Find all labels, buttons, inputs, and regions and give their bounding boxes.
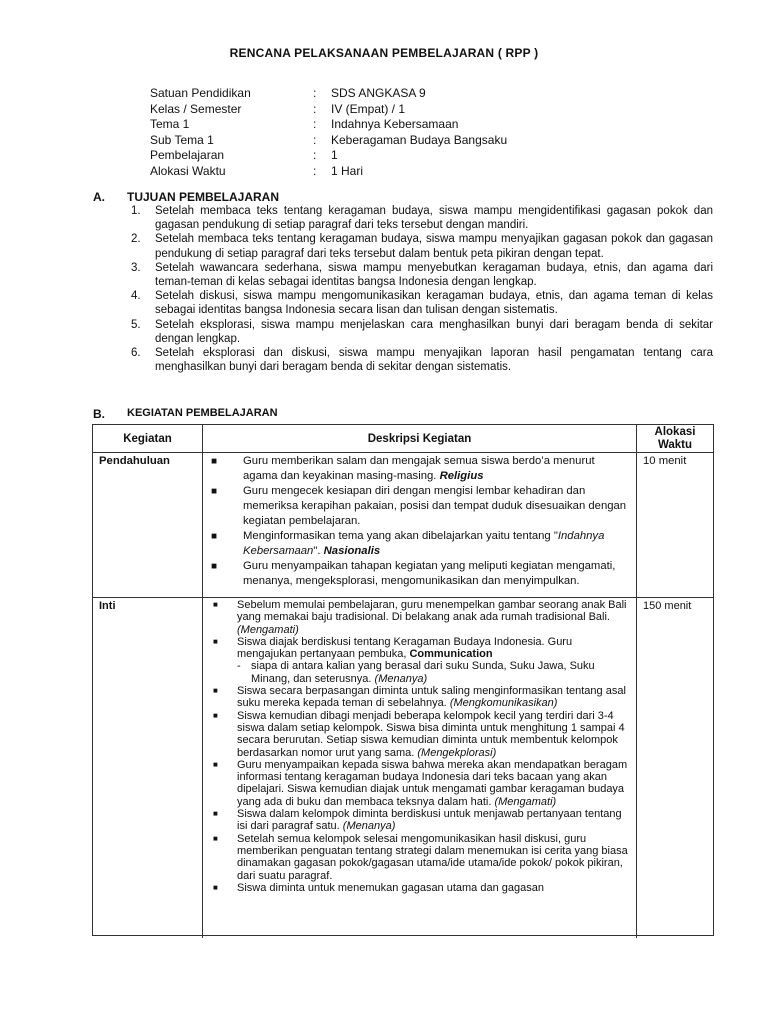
objective-text: Setelah diskusi, siswa mampu mengomunikasikan keragaman budaya, etnis, dan agama teman di kelas sebagai identitas bangsa Indonesia secara lisan dan tulisan dengan sistematis. xyxy=(155,290,713,317)
square-bullet-icon: ■ xyxy=(213,809,218,819)
list-item xyxy=(211,484,632,529)
sub-list-item xyxy=(211,660,632,685)
item-text: Siswa secara berpasangan diminta untuk saling menginformasikan tentang asal suku mereka kepada teman di sebelahnya. xyxy=(237,685,626,710)
identity-label: Satuan Pendidikan xyxy=(150,86,251,100)
identity-value: IV (Empat) / 1 xyxy=(331,101,406,116)
identity-colon: : xyxy=(313,101,317,116)
square-bullet-icon: ■ xyxy=(213,710,218,720)
item-text: Setelah semua kelompok selesai mengomunikasikan hasil diskusi, guru memberikan penguatan tentang strategi dalam menemukan isi cerita yang biasa dinamakan gagasan pokok/gagasan utama/ide utama/ide pokok/ pokok pikiran, dari suatu paragraf. xyxy=(237,832,628,882)
activity-tag: (Mengkomunikasikan) xyxy=(449,697,558,710)
identity-colon: : xyxy=(313,163,317,178)
identity-value: Keberagaman Budaya Bangsaku xyxy=(331,132,508,147)
objective-number: 1. xyxy=(131,205,141,217)
identity-value: 1 xyxy=(331,148,338,163)
objective-item xyxy=(131,289,713,317)
objective-text: Setelah wawancara sederhana, siswa mampu menyebutkan keragaman budaya, etnis, dan agama dari teman-teman di kelas sebagai identitas bangsa Indonesia dengan lengkap. xyxy=(155,261,713,289)
table-row-pendahuluan xyxy=(93,453,713,598)
activity-description xyxy=(203,598,637,938)
item-text: Guru mengecek kesiapan diri dengan mengisi lembar kehadiran dan memeriksa kerapihan pakaian, posisi dan tempat duduk disesuaikan dengan kegiatan pembelajaran. xyxy=(243,485,627,527)
identity-table xyxy=(150,86,507,180)
list-item xyxy=(211,599,632,636)
identity-value: 1 Hari xyxy=(331,163,364,178)
section-letter: B. xyxy=(93,407,105,421)
identity-label: Pembelajaran xyxy=(150,148,225,163)
identity-colon: : xyxy=(313,148,317,163)
list-item xyxy=(211,636,632,661)
objective-number: 3. xyxy=(131,261,141,274)
activity-time: 10 menit xyxy=(643,455,687,467)
section-title: TUJUAN PEMBELAJARAN xyxy=(127,190,280,204)
activity-name: Pendahuluan xyxy=(93,453,203,597)
identity-row xyxy=(150,117,507,133)
section-tujuan xyxy=(93,190,713,374)
objective-item xyxy=(131,346,713,374)
section-letter: A. xyxy=(93,190,105,204)
objective-number: 6. xyxy=(131,347,141,360)
header-alokasi: Alokasi Waktu xyxy=(654,425,696,451)
item-text: Siswa kemudian dibagi menjadi beberapa kelompok kecil yang terdiri dari 3-4 siswa dalam setiap kelompok. Siswa bisa diminta untuk menghitung 1 sampai 4 secara berurutan. Setiap siswa kemudian diminta untuk membentuk kelompok berdasarkan nomor urut yang sama. xyxy=(237,709,625,759)
objective-number: 4. xyxy=(131,290,141,303)
item-text: Guru menyampaikan kepada siswa bahwa mereka akan mendapatkan beragam informasi tentang keragaman budaya Indonesia dari teks bacaan yang akan dipelajari. Siswa kemudian diajak untuk mengamati gambar keragaman budaya yang ada di buku dan membaca teksnya dalam hati. xyxy=(237,758,628,808)
objective-number: 5. xyxy=(131,318,141,331)
identity-value: SDS ANGKASA 9 xyxy=(331,86,426,100)
square-bullet-icon: ■ xyxy=(211,456,218,467)
item-text-suffix: ". xyxy=(313,545,324,557)
identity-colon: : xyxy=(313,117,317,132)
list-item xyxy=(211,710,632,759)
square-bullet-icon: ■ xyxy=(213,600,218,609)
item-text: Siswa diajak berdiskusi tentang Keragaman Budaya Indonesia. Guru mengajukan pertanyaan pembuka, xyxy=(237,635,573,661)
section-title: KEGIATAN PEMBELAJARAN xyxy=(127,407,278,419)
item-text: Menginformasikan tema yang akan dibelajarkan yaitu tentang " xyxy=(243,530,558,542)
square-bullet-icon: ■ xyxy=(213,686,218,696)
identity-row xyxy=(150,148,507,164)
identity-colon: : xyxy=(313,86,317,100)
objective-text: Setelah membaca teks tentang keragaman budaya, siswa mampu mengidentifikasi gagasan pokok dan gagasan pendukung di setiap paragraf dari teks tersebut dengan mandiri. xyxy=(155,205,713,232)
list-item xyxy=(211,454,632,484)
header-kegiatan: Kegiatan xyxy=(93,425,203,452)
table-header-row xyxy=(93,425,713,453)
objective-list xyxy=(93,204,713,374)
activity-tag: (Menanya) xyxy=(374,672,428,685)
table-row-inti xyxy=(93,598,713,938)
objective-item xyxy=(131,204,713,232)
item-text: Guru memberikan salam dan mengajak semua siswa berdo’a menurut agama dan keyakinan masing-masing. xyxy=(243,455,595,482)
activity-tag: (Mengekplorasi) xyxy=(417,746,497,759)
objective-number: 2. xyxy=(131,233,141,246)
item-text: siapa di antara kalian yang berasal dari suku Sunda, Suku Jawa, Suku Minang, dan seterusnya. xyxy=(251,660,595,685)
identity-colon: : xyxy=(313,132,317,147)
square-bullet-icon: ■ xyxy=(213,636,218,646)
skill-tag: Communication xyxy=(409,648,493,661)
dash-bullet-icon: - xyxy=(237,660,241,673)
objective-text: Setelah eksplorasi, siswa mampu menjelaskan cara menghasilkan bunyi dari beragam benda di sekitar dengan lengkap. xyxy=(155,318,713,345)
list-item xyxy=(211,685,632,710)
objective-item xyxy=(131,318,713,346)
square-bullet-icon: ■ xyxy=(213,759,218,769)
objective-text: Setelah eksplorasi dan diskusi, siswa mampu menyajikan laporan hasil pengamatan tentang cara menghasilkan bunyi dari beragam benda di sekitar dengan sistematis. xyxy=(155,347,713,374)
activity-tag: (Mengamati) xyxy=(494,795,557,808)
list-item xyxy=(211,759,632,808)
section-heading xyxy=(93,190,713,204)
objective-item xyxy=(131,232,713,260)
square-bullet-icon: ■ xyxy=(211,561,218,572)
list-item xyxy=(211,833,632,882)
list-item xyxy=(211,808,632,833)
identity-row xyxy=(150,102,507,118)
list-item xyxy=(211,882,632,894)
identity-row xyxy=(150,164,507,180)
square-bullet-icon: ■ xyxy=(213,833,218,843)
square-bullet-icon: ■ xyxy=(211,531,218,542)
square-bullet-icon: ■ xyxy=(213,882,218,892)
identity-label: Tema 1 xyxy=(150,117,190,132)
page-title: RENCANA PELAKSANAAN PEMBELAJARAN ( RPP ) xyxy=(229,46,539,60)
item-text: Sebelum memulai pembelajaran, guru menempelkan gambar seorang anak Bali yang memakai baju tradisional. Di belakang anak ada rumah tradisional Bali. xyxy=(237,599,627,624)
activity-name: Inti xyxy=(93,598,203,938)
list-item xyxy=(211,559,632,589)
list-item xyxy=(211,529,632,559)
item-text: Siswa diminta untuk menemukan gagasan utama dan gagasan xyxy=(237,881,544,894)
identity-label: Sub Tema 1 xyxy=(150,132,214,147)
theme-name: Indahnya Kebersamaan xyxy=(243,530,605,557)
objective-text: Setelah membaca teks tentang keragaman budaya, siswa mampu menyajikan gagasan pokok dan gagasan pendukung di setiap paragraf dari teks tersebut dalam bentuk peta pikiran dengan tepat. xyxy=(155,233,713,260)
identity-label: Kelas / Semester xyxy=(150,101,242,116)
activity-tag: (Menanya) xyxy=(342,820,396,833)
identity-row xyxy=(150,86,507,102)
activity-table xyxy=(92,424,714,936)
header-deskripsi: Deskripsi Kegiatan xyxy=(203,425,637,452)
item-text: Siswa dalam kelompok diminta berdiskusi untuk menjawab pertanyaan tentang isi dari paragraf satu. xyxy=(237,808,622,833)
identity-row xyxy=(150,133,507,149)
identity-label: Alokasi Waktu xyxy=(150,163,226,178)
activity-time: 150 menit xyxy=(643,600,692,612)
character-tag: Religius xyxy=(439,470,484,482)
square-bullet-icon: ■ xyxy=(211,486,218,497)
identity-value: Indahnya Kebersamaan xyxy=(331,117,459,132)
activity-description xyxy=(203,453,637,597)
section-kegiatan-heading xyxy=(93,407,278,421)
item-text: Guru menyampaikan tahapan kegiatan yang meliputi kegiatan mengamati, menanya, mengeksplorasi, mengomunikasikan dan menyimpulkan. xyxy=(243,560,616,587)
activity-tag: (Mengamati) xyxy=(237,623,299,636)
character-tag: Nasionalis xyxy=(323,545,381,557)
objective-item xyxy=(131,261,713,289)
